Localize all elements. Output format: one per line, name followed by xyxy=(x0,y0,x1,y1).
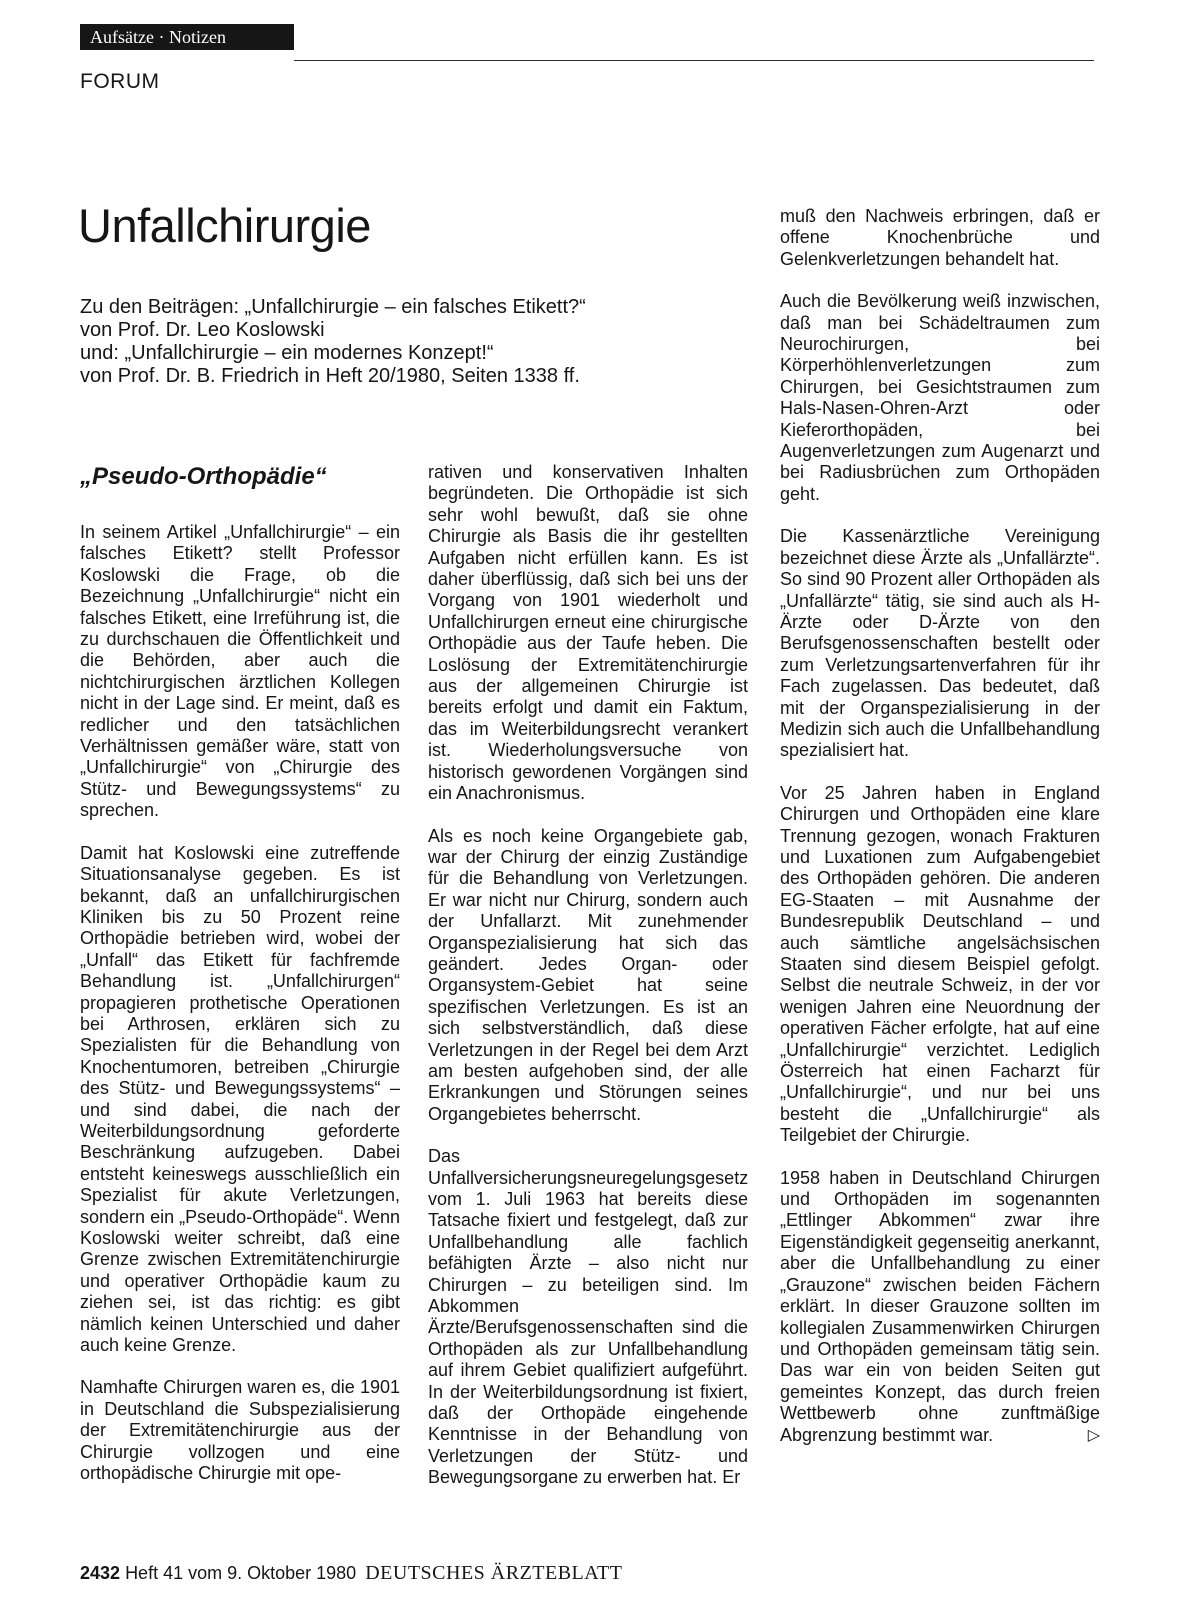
paragraph: In seinem Artikel „Unfallchirurgie“ – ein falsches Etikett? stellt Professor Koslowski die Frage, ob die Bezeichnung „Unfallchirurgie“ nicht ein falsches Etikett, eine Irreführung ist, die zu durchschauen die Öffentlichkeit und die Behörden, aber auch die nichtchirurgischen ärztlichen Kollegen nicht in der Lage sind. Er meint, daß es redlicher und den tatsächlichen Verhältnissen gemäßer wäre, statt von „Unfallchirurgie“ von „Chirurgie des Stütz- und Bewegungssystems“ zu sprechen. xyxy=(80,522,400,821)
paragraph: Auch die Bevölkerung weiß inzwischen, daß man bei Schädeltraumen zum Neurochirurgen, bei Körperhöhlenverletzungen zum Chirurgen, bei Gesichtstraumen zum Hals-Nasen-Ohren-Arzt oder Kieferorthopäden, bei Augenverletzungen zum Augenarzt und bei Radiusbrüchen zum Orthopäden geht. xyxy=(780,291,1100,504)
page-footer xyxy=(80,1562,622,1585)
reference-line: Zu den Beiträgen: „Unfallchirurgie – ein falsches Etikett?“ xyxy=(80,296,586,318)
reference-line: und: „Unfallchirurgie – ein modernes Konzept!“ xyxy=(80,342,494,364)
reference-line: von Prof. Dr. Leo Koslowski xyxy=(80,319,325,341)
paragraph: Namhafte Chirurgen waren es, die 1901 in Deutschland die Subspezialisierung der Extremitätenchirurgie aus der Chirurgie vollzogen und eine orthopädische Chirurgie mit ope- xyxy=(80,1377,400,1484)
page-number: 2432 xyxy=(80,1563,121,1583)
issue-info: Heft 41 vom 9. Oktober 1980 xyxy=(125,1563,357,1583)
paragraph: Das Unfallversicherungsneuregelungsgesetz vom 1. Juli 1963 hat bereits diese Tatsache fixiert und festgelegt, daß zur Unfallbehandlung alle fachlich befähigten Ärzte – also nicht nur Chirurgen – zu beteiligen sind. Im Abkommen Ärzte/Berufsgenossenschaften sind die Orthopäden als zur Unfallbehandlung auf ihrem Gebiet qualifiziert aufgeführt. In der Weiterbildungsordnung ist fixiert, daß der Orthopäde eingehende Kenntnisse in der Behandlung von Verletzungen der Stütz- und Bewegungsorgane zu erwerben hat. Er xyxy=(428,1146,749,1488)
column-left xyxy=(80,464,400,1505)
column-right xyxy=(780,206,1100,1467)
journal-name: DEUTSCHES ÄRZTEBLATT xyxy=(365,1562,623,1584)
subtitle: „Pseudo-Orthopädie“ xyxy=(80,463,327,490)
paragraph: rativen und konservativen Inhalten begründeten. Die Orthopädie ist sich sehr wohl bewußt, daß sie ohne Chirurgie als Basis die ihr gestellten Aufgaben nicht erfüllen kann. Es ist daher überflüssig, daß sich bei uns der Vorgang von 1901 wiederholt und Unfallchirurgen erneut eine chirurgische Orthopädie aus der Taufe heben. Die Loslösung der Extremitätenchirurgie aus der allgemeinen Chirurgie ist bereits erfolgt und damit ein Faktum, das im Weiterbildungsrecht verankert ist. Wiederholungsversuche von historisch gewordenen Vorgängen sind ein Anachronismus. xyxy=(428,462,748,804)
section-label: FORUM xyxy=(80,70,160,93)
section-badge: Aufsätze · Notizen xyxy=(80,24,294,50)
reference-block xyxy=(80,296,720,388)
reference-line: von Prof. Dr. B. Friedrich in Heft 20/1980, Seiten 1338 ff. xyxy=(80,365,580,387)
paragraph-last xyxy=(780,1168,1100,1446)
paragraph: Vor 25 Jahren haben in England Chirurgen und Orthopäden eine klare Trennung gezogen, wonach Frakturen und Luxationen zum Aufgabengebiet des Orthopäden gehören. Die anderen EG-Staaten – mit Ausnahme der Bundesrepublik Deutschland – und auch sämtliche angelsächsischen Staaten sind diesem Beispiel gefolgt. Selbst die neutrale Schweiz, in der vor wenigen Jahren eine Neuordnung der operativen Fächer erfolgte, hat auf eine „Unfallchirurgie“ verzichtet. Lediglich Österreich hat einen Facharzt für „Unfallchirurgie“, und nur bei uns besteht die „Unfallchirurgie“ als Teilgebiet der Chirurgie. xyxy=(780,782,1100,1146)
paragraph-text: 1958 haben in Deutschland Chirurgen und Orthopäden im sogenannten „Ettlinger Abkommen“ zwar ihre Eigenständigkeit gegenseitig anerkannt, aber die Unfallbehandlung zu einer „Grauzone“ zwischen beiden Fächern erklärt. In dieser Grauzone sollten im kollegialen Zusammenwirken Chirurgen und Orthopäden gemeinsam tätig sein. Das war ein von beiden Seiten gut gemeintes Konzept, das durch freien Wettbewerb ohne zunftmäßige Abgrenzung bestimmt war. xyxy=(780,1167,1100,1445)
paragraph: Als es noch keine Organgebiete gab, war der Chirurg der einzig Zuständige für die Behandlung von Verletzungen. Er war nicht nur Chirurg, sondern auch der Unfallarzt. Mit zunehmender Organspezialisierung hat sich das geändert. Jedes Organ- oder Organsystem-Gebiet hat seine spezifischen Verletzungen. Es ist an sich selbstverständlich, daß diese Verletzungen in der Regel bei dem Arzt am besten aufgehoben sind, der alle Erkrankungen und Störungen seines Organgebietes beherrscht. xyxy=(428,825,748,1124)
paragraph: Die Kassenärztliche Vereinigung bezeichnet diese Ärzte als „Unfallärzte“. So sind 90 Prozent aller Orthopäden als „Unfallärzte“ tätig, sie sind auch als H-Ärzte oder D-Ärzte von den Berufsgenossenschaften bestellt oder zum Verletzungsartenverfahren für ihr Fach zugelassen. Das bedeutet, daß mit der Organspezialisierung in der Medizin sich auch die Unfallbehandlung spezialisiert hat. xyxy=(780,526,1100,761)
paragraph: muß den Nachweis erbringen, daß er offene Knochenbrüche und Gelenkverletzungen behandelt hat. xyxy=(780,206,1100,269)
continue-arrow-icon: ▷ xyxy=(1087,1426,1100,1444)
article-title: Unfallchirurgie xyxy=(78,199,371,252)
paragraph: Damit hat Koslowski eine zutreffende Situationsanalyse gegeben. Es ist bekannt, daß an unfallchirurgischen Kliniken bis zu 50 Prozent reine Orthopädie betrieben wird, wobei der „Unfall“ das Etikett für fachfremde Behandlung ist. „Unfallchirurgen“ propagieren prothetische Operationen bei Arthrosen, erklären sich zu Spezialisten für die Behandlung von Knochentumoren, betreiben „Chirurgie des Stütz- und Bewegungssystems“ – und sind dabei, die nach der Weiterbildungsordnung geforderte Beschränkung aufzugeben. Dabei entsteht keineswegs ausschließlich ein Spezialist für akute Verletzungen, sondern ein „Pseudo-Orthopäde“. Wenn Koslowski weiter schreibt, daß eine Grenze zwischen Extremitätenchirurgie und operativer Orthopädie kaum zu ziehen sei, ist das richtig: es gibt nämlich keinen Unterschied und daher auch keine Grenze. xyxy=(80,842,400,1356)
column-middle xyxy=(428,462,748,1510)
header-rule xyxy=(294,60,1094,61)
